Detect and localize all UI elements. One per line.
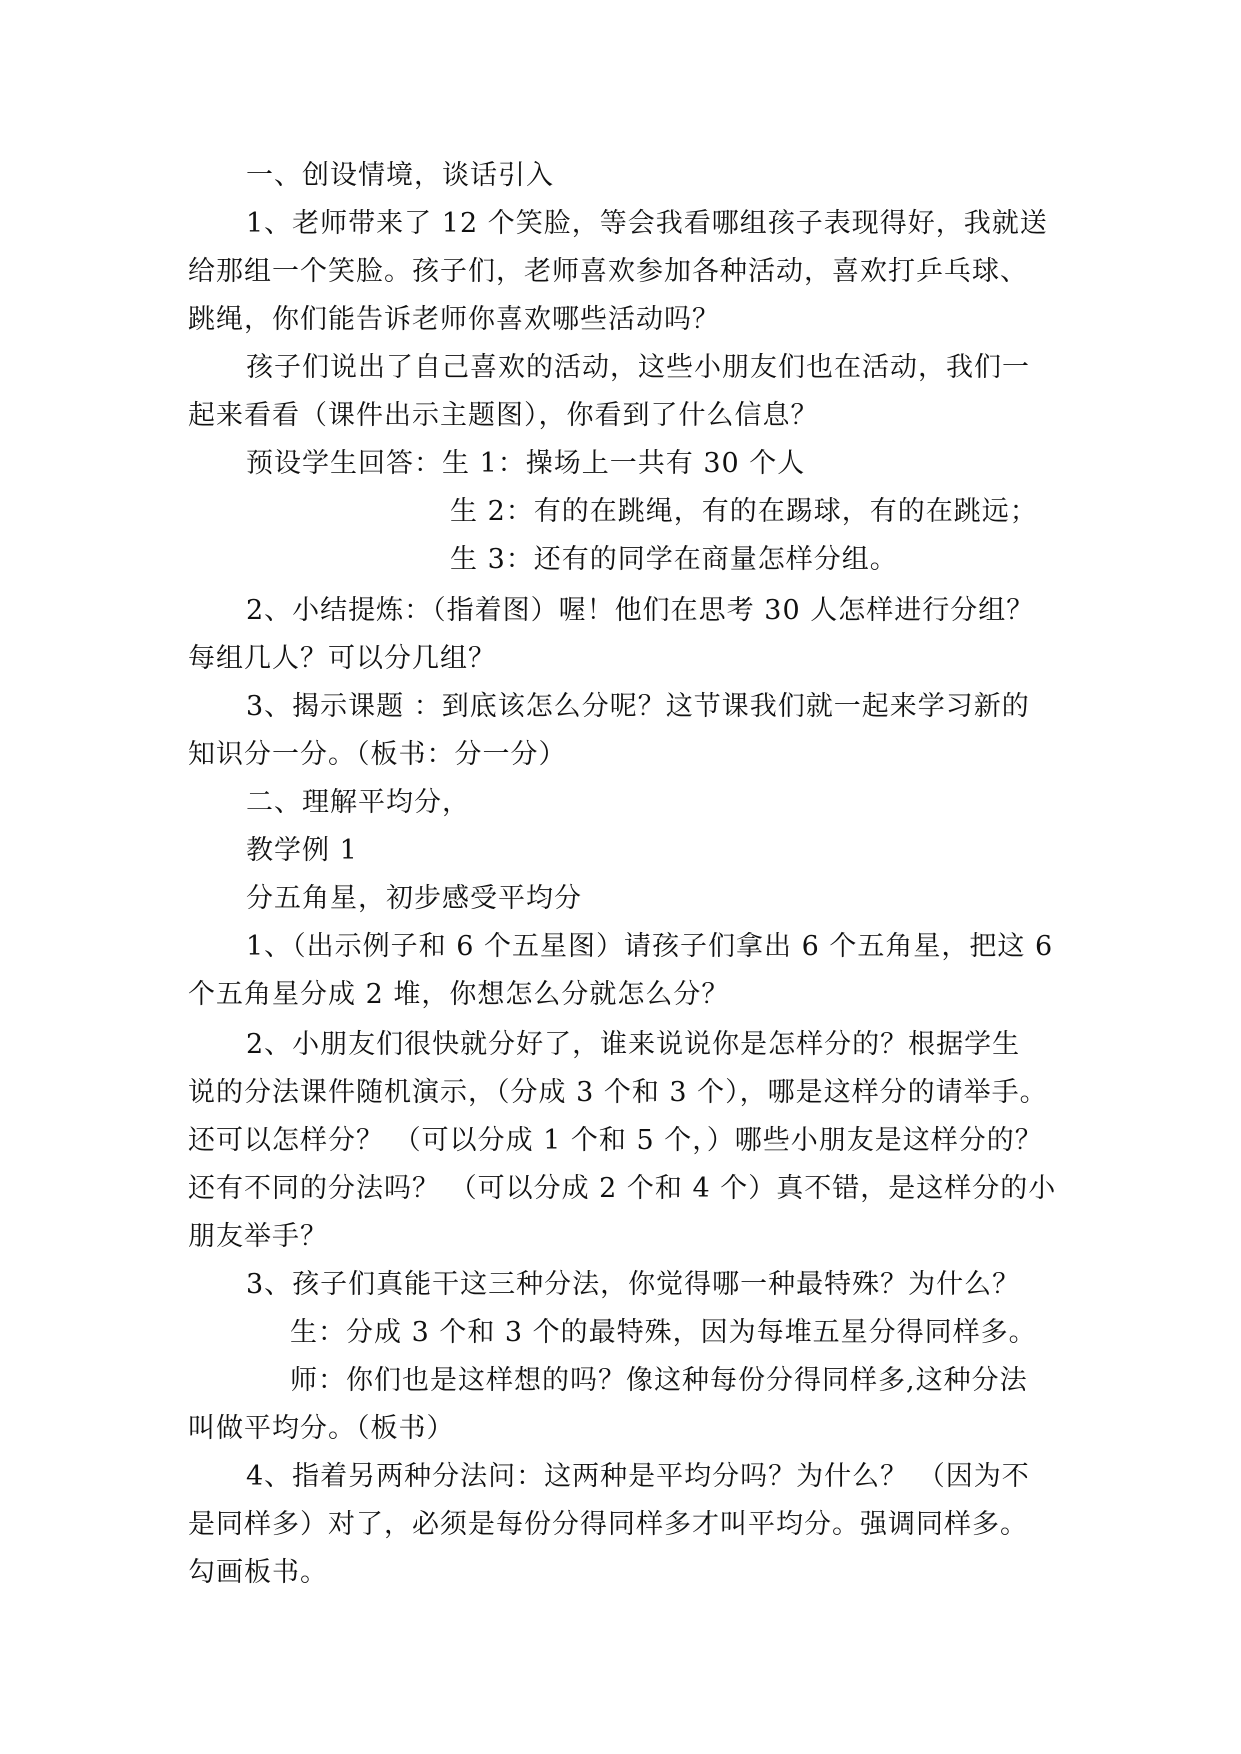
paragraph-line: 1、老师带来了 12 个笑脸，等会我看哪组孩子表现得好，我就送 [246,208,1048,239]
heading-section-1: 一、创设情境，谈话引入 [246,160,554,191]
paragraph-line: 给那组一个笑脸。孩子们，老师喜欢参加各种活动，喜欢打乒乓球、 [188,256,1028,287]
paragraph-line: 1、（出示例子和 6 个五星图）请孩子们拿出 6 个五角星，把这 6 [246,931,1054,962]
paragraph-line: 师：你们也是这样想的吗？像这种每份分得同样多,这种分法 [290,1365,1028,1396]
paragraph-line: 生 2：有的在跳绳，有的在踢球，有的在跳远； [450,496,1038,527]
paragraph-line: 说的分法课件随机演示，（分成 3 个和 3 个），哪是这样分的请举手。 [188,1077,1048,1108]
paragraph-line: 跳绳，你们能告诉老师你喜欢哪些活动吗？ [188,304,720,335]
paragraph-line: 预设学生回答：生 1：操场上一共有 30 个人 [246,448,806,479]
paragraph-line: 叫做平均分。（板书） [188,1413,455,1444]
paragraph-line: 4、指着另两种分法问：这两种是平均分吗？为什么？ （因为不 [246,1461,1030,1492]
paragraph-line: 起来看看（课件出示主题图），你看到了什么信息？ [188,400,819,431]
paragraph-line: 朋友举手？ [188,1221,328,1252]
paragraph-line: 孩子们说出了自己喜欢的活动，这些小朋友们也在活动，我们一 [246,352,1030,383]
paragraph-line: 2、小朋友们很快就分好了，谁来说说你是怎样分的？根据学生 [246,1029,1021,1060]
paragraph-line: 知识分一分。（板书：分一分） [188,739,567,770]
paragraph-line: 3、揭示课题 ：到底该怎么分呢？这节课我们就一起来学习新的 [246,691,1030,722]
paragraph-line: 2、小结提炼：（指着图）喔！他们在思考 30 人怎样进行分组？ [246,595,1035,626]
paragraph-line: 还有不同的分法吗？ （可以分成 2 个和 4 个）真不错，是这样分的小 [188,1173,1057,1204]
paragraph-line: 是同样多）对了，必须是每份分得同样多才叫平均分。强调同样多。 [188,1509,1028,1540]
paragraph-line: 生 3：还有的同学在商量怎样分组。 [450,544,898,575]
paragraph-line: 教学例 1 [246,835,358,866]
paragraph-line: 还可以怎样分？ （可以分成 1 个和 5 个，）哪些小朋友是这样分的？ [188,1125,1043,1156]
paragraph-line: 3、孩子们真能干这三种分法，你觉得哪一种最特殊？为什么？ [246,1269,1021,1300]
paragraph-line: 每组几人？可以分几组？ [188,643,496,674]
paragraph-line: 生：分成 3 个和 3 个的最特殊，因为每堆五星分得同样多。 [290,1317,1037,1348]
paragraph-line: 分五角星，初步感受平均分 [246,883,582,914]
heading-section-2: 二、理解平均分， [246,787,470,818]
paragraph-line: 个五角星分成 2 堆，你想怎么分就怎么分？ [188,979,730,1010]
paragraph-line: 勾画板书。 [188,1557,328,1588]
